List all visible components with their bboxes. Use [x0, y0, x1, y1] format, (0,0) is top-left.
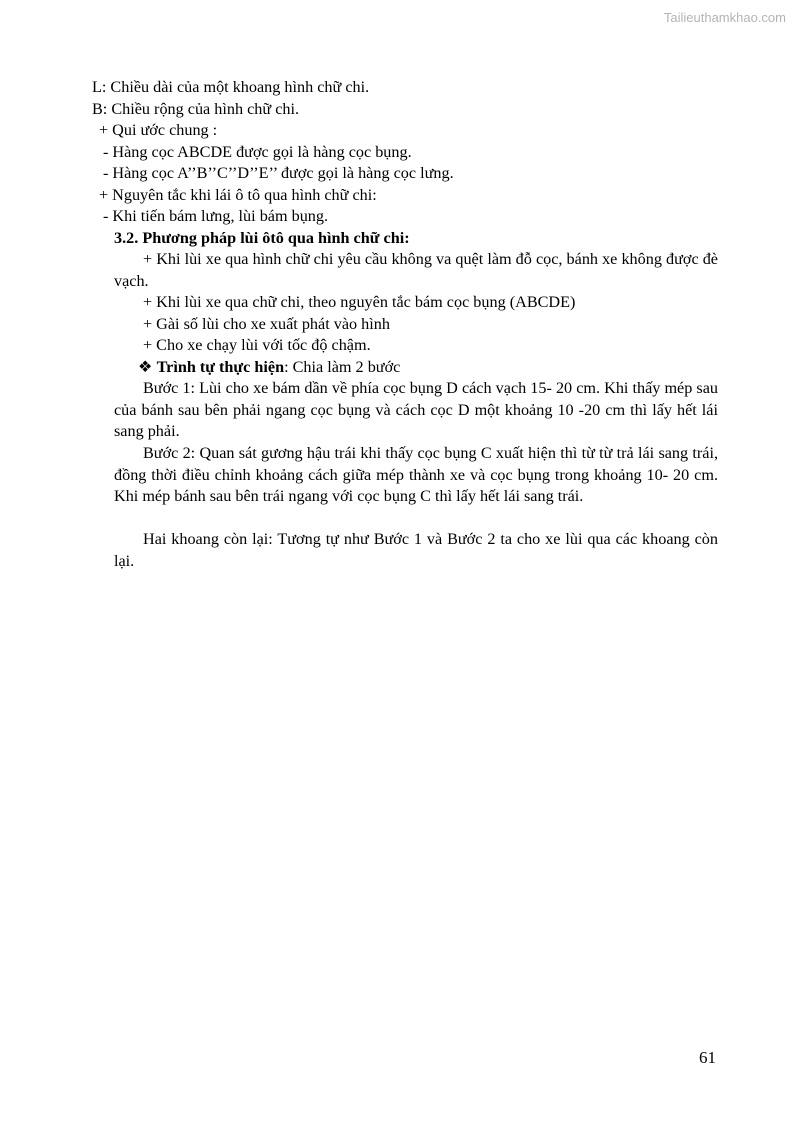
diamond-bullet-icon: ❖	[138, 358, 153, 376]
procedure-label: Trình tự thực hiện	[156, 358, 285, 376]
requirement-4: + Cho xe chạy lùi với tốc độ chậm.	[143, 336, 371, 354]
procedure-text: : Chia làm 2 bước	[284, 358, 401, 376]
back-row-item: - Hàng cọc A’’B’’C’’D’’E’’ được gọi là hàng cọc lưng.	[103, 164, 454, 182]
page-number: 61	[699, 1048, 716, 1067]
belly-row-item: - Hàng cọc ABCDE được gọi là hàng cọc bụng.	[103, 143, 412, 161]
step-2-paragraph: Bước 2: Quan sát gương hậu trái khi thấy cọc bụng C xuất hiện thì từ từ trả lái sang trái, đồng thời điều chỉnh khoảng cách giữa mép thành xe và cọc bụng trong khoảng 10- 20 cm. Khi mép bánh sau bên trái ngang với cọc bụng C thì lấy hết lái sang trái.	[114, 444, 718, 506]
convention-header: + Qui ước chung :	[99, 121, 218, 139]
principle-item: - Khi tiến bám lưng, lùi bám bụng.	[103, 207, 329, 225]
requirement-3: + Gài số lùi cho xe xuất phát vào hình	[143, 315, 390, 333]
principle-header: + Nguyên tắc khi lái ô tô qua hình chữ chi:	[99, 186, 377, 204]
procedure-line	[138, 357, 400, 379]
step-1-paragraph: Bước 1: Lùi cho xe bám dần về phía cọc bụng D cách vạch 15- 20 cm. Khi thấy mép sau của bánh sau bên phải ngang cọc bụng và cách cọc D một khoảng 10 -20 cm thì lấy hết lái sang phải.	[114, 379, 718, 441]
definition-l: L: Chiều dài của một khoang hình chữ chi.	[92, 78, 370, 96]
requirement-paragraph-1: + Khi lùi xe qua hình chữ chi yêu cầu không va quệt làm đỗ cọc, bánh xe không được đè vạch.	[114, 250, 718, 290]
requirement-2: + Khi lùi xe qua chữ chi, theo nguyên tắc bám cọc bụng (ABCDE)	[143, 293, 576, 311]
definition-b: B: Chiều rộng của hình chữ chi.	[92, 100, 300, 118]
section-title: 3.2. Phương pháp lùi ôtô qua hình chữ chi:	[114, 229, 410, 247]
watermark: Tailieuthamkhao.com	[663, 10, 786, 25]
remaining-paragraph: Hai khoang còn lại: Tương tự như Bước 1 và Bước 2 ta cho xe lùi qua các khoang còn lại.	[114, 530, 718, 570]
